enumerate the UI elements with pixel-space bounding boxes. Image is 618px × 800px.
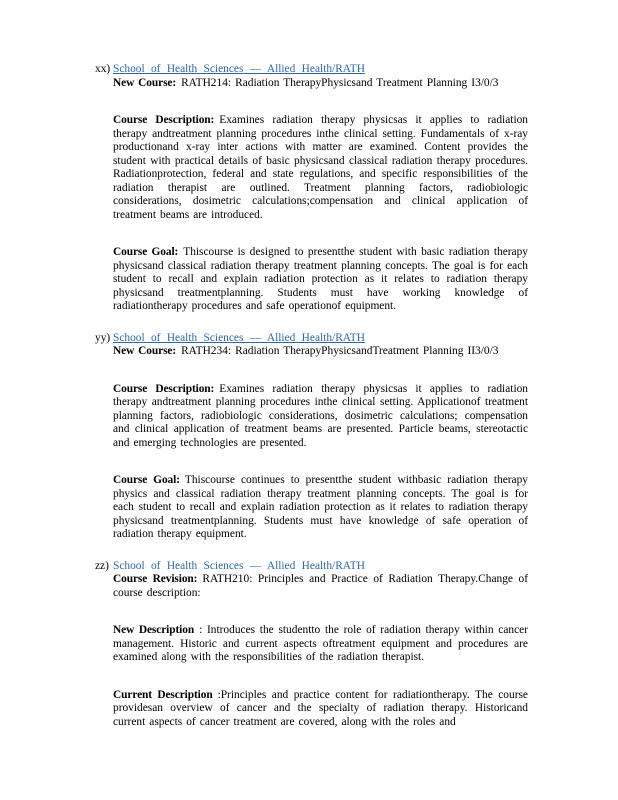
section-zz-header-row [95, 560, 528, 574]
section-zz-new-description-label: New Description [113, 624, 195, 636]
section-xx-body [95, 77, 528, 314]
section-zz-department-link[interactable]: School of Health Sciences — Allied Health/RATH [113, 559, 365, 572]
section-zz-revision-label: Course Revision: [113, 573, 198, 585]
section-xx-goal-label: Course Goal: [113, 246, 179, 258]
section-xx-description-label: Course Description: [113, 114, 215, 126]
section-xx-course-goal [113, 246, 528, 314]
section-yy-goal-text: Thiscourse continues to presentthe student withbasic radiation therapy physics and classical radiation therapy treatment planning concepts. The goal is for each student to recall and explain radiation protection as it relates to radiation therapy physicsand treatmentplanning. Students must have knowledge of safe operation of radiation therapy equipment. [113, 474, 528, 540]
section-xx [95, 63, 528, 314]
section-yy-course-title-line [113, 345, 528, 359]
section-zz-new-description-text: : Introduces the studentto the role of radiation therapy within cancer management. Historic and current aspects oftreatment equipment and procedures are examined along with the responsibilities of the radiation therapist. [113, 624, 528, 663]
section-yy-header-row [95, 332, 528, 346]
section-yy-course-description [113, 383, 528, 451]
section-zz-current-description [113, 689, 528, 730]
section-yy-goal-label: Course Goal: [113, 474, 180, 486]
section-xx-item-label: xx) [95, 63, 111, 75]
document-content [95, 63, 528, 729]
section-xx-course-text: RATH214: Radiation TherapyPhysicsand Treatment Planning I3/0/3 [181, 76, 499, 89]
section-zz-revision-text: RATH210: Principles and Practice of Radiation Therapy.Change of course description: [113, 573, 529, 599]
section-zz [95, 560, 528, 730]
section-yy-course-text: RATH234: Radiation TherapyPhysicsandTreatment Planning II3/0/3 [181, 345, 499, 357]
section-yy-description-label: Course Description: [113, 382, 215, 395]
section-yy-description-text: Examines radiation therapy physicsas it applies to radiation therapy andtreatment planning procedures inthe clinical setting. Applicationof treatment planning factors, radiobiologic considerations, dosimetric calculations; compensation and clinical application of treatment beams are presented. Particle beams, stereotactic and emerging technologies are presented. [113, 382, 528, 449]
section-yy-course-goal [113, 474, 528, 542]
section-yy-body [95, 345, 528, 542]
section-zz-new-description [113, 624, 528, 665]
section-zz-item-label: zz) [95, 559, 109, 572]
section-xx-header-row [95, 63, 528, 77]
section-yy [95, 332, 528, 542]
section-xx-description-text: Examines radiation therapy physicsas it applies to radiation therapy andtreatment planning procedures inthe clinical setting. Fundamentals of x-ray productionand x-ray inter actions with matter are examined. Content provides the student with practical details of basic physicsand classical radiation therapy procedures. Radiationprotection, federal and state regulations, and specific responsibilities of the radiation therapist are outlined. Treatment planning factors, radiobiologic considerations, dosimetric calculations;compensation and clinical application of treatment beams are introduced. [113, 114, 528, 221]
section-yy-course-label: New Course: [113, 345, 177, 357]
section-xx-department-link[interactable]: School of Health Sciences — Allied Health/RATH [113, 63, 365, 75]
section-zz-current-description-text: :Principles and practice content for radiationtherapy. The course providesan overview of cancer and the specialty of radiation therapy. Historicand current aspects of cancer treatment are covered, along with the roles and [113, 688, 528, 728]
section-xx-goal-text: Thiscourse is designed to presentthe student with basic radiation therapy physicsand classical radiation therapy treatment planning concepts. The goal is for each student to recall and explain radiation protection as it relates to radiation therapy physicsand treatmentplanning. Students must have working knowledge of radiationtherapy procedures and safe operationof equipment. [113, 246, 528, 312]
section-xx-course-label: New Course: [113, 76, 177, 89]
section-yy-item-label: yy) [95, 331, 111, 344]
section-yy-department-link[interactable]: School of Health Sciences — Allied Health/RATH [113, 331, 365, 344]
section-zz-course-revision-line [113, 573, 528, 600]
section-xx-course-description [113, 114, 528, 222]
section-zz-body [95, 573, 528, 729]
section-zz-current-description-label: Current Description [113, 688, 213, 701]
section-xx-course-title-line [113, 77, 528, 91]
